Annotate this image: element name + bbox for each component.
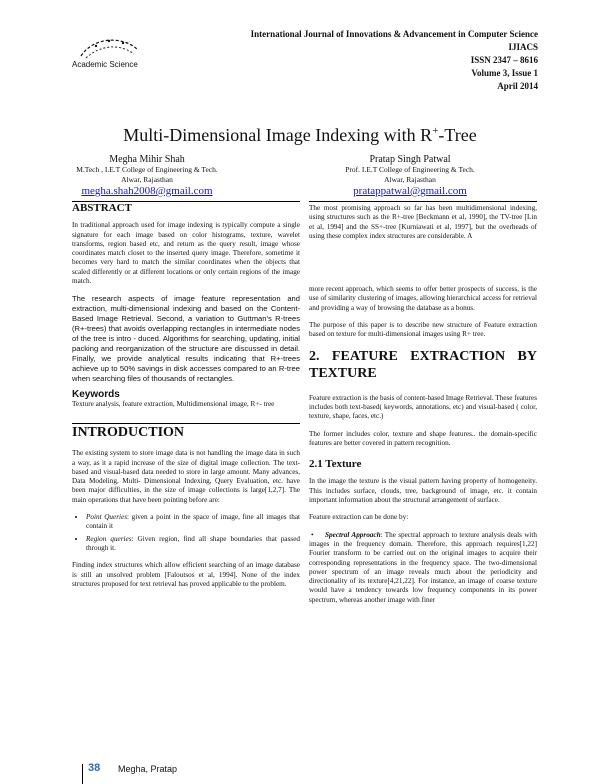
journal-issn: ISSN 2347 – 8616: [470, 55, 538, 65]
intro-paragraph: The existing system to store image data is not handling the image data in such a way, as it a rapid increase of the size of digital image collection. The text-based and visual-based data needed to store in large amount. Many advances, Data Modeling, Multi- Dimensional Indexing, Query Evaluation, etc. have been major difficulties, in the size of image collections is large[1,2,7]. The main operations that have been pointing before are:: [72, 449, 300, 504]
section-2-1-heading: 2.1 Texture: [309, 458, 362, 471]
introduction-heading: INTRODUCTION: [72, 424, 185, 440]
list-item: • Point Queries: given a point in the space of image, fine all images that contain it: [86, 513, 300, 532]
abstract-heading: ABSTRACT: [72, 202, 132, 214]
journal-date: April 2014: [497, 81, 538, 91]
page-number: 38: [88, 762, 101, 774]
body-paragraph: The former includes color, texture and shape features.. the domain-specific features are better covered in pattern recognition.: [309, 429, 537, 447]
author-right: [325, 154, 495, 197]
body-paragraph: more recent approach, which seems to offer better prospects of success, is the use of similarity clustering of images, allowing hierarchical access for retrieval and providing a way of browsing the database as a bonus.: [309, 285, 537, 312]
body-paragraph: Feature extraction is the basis of content-based Image Retrieval. These features includes both text-based( keywords, annotations, etc) and visual-based ( color, texture, shape, faces, etc.): [309, 393, 537, 421]
journal-header: [251, 28, 538, 93]
abstract-paragraph: In traditional approach used for image indexing is typically compute a single signature for each image based on color histograms, texture, wavelet transforms, region based etc, and return as the query result, image whose coordinates match closet to the inserted query image. Therefore, sometime it becomes very hard to match the similar coordinates when the objects that scaled differently or at different locations or only certain regions of the image match.: [72, 221, 300, 286]
author-affiliation: M.Tech , I.E.T College of Engineering & Tech.: [76, 165, 218, 174]
journal-name: International Journal of Innovations & Advancement in Computer Science: [250, 29, 538, 39]
journal-volume: Volume 3, Issue 1: [471, 68, 538, 78]
author-affiliation: Prof. I.E.T College of Engineering & Tech.: [345, 165, 475, 174]
author-email-link[interactable]: pratappatwal@gmail.com: [353, 185, 467, 197]
body-paragraph: The most promising approach so far has been multidimensional indexing, using structures such as the R+-tree [Beckmann et al, 1990], the TV-tree [Lin et al, 1994] and the SS+-tree [Kurniawati et al, 1997], but the overheads of using these complex index structures are considerable. A: [309, 204, 537, 240]
top-rule: [309, 201, 537, 202]
list-item: • Region queries: Given region, find all shape boundaries that passed through it.: [86, 535, 300, 554]
logo-text: Academic Science: [72, 60, 138, 69]
footer-authors: Megha, Pratap: [118, 764, 178, 774]
abstract-paragraph: The research aspects of image feature representation and extraction, multi-dimensional indexing and based on the Content-Based Image Retrieval. Second, a variation to Guttman's R-trees (R+-trees) that avoids overlapping rectangles in intermediate nodes of the tree is intro - duced. Algorithms for searching, updating, initial packing and reorganization of the structure are discussed in detail. Finally, we provide analytical results indicating that R+-trees achieve up to 50% savings in disk accesses compared to an R-tree when searching files of thousands of rectangles.: [72, 294, 300, 384]
academic-science-logo: [76, 34, 154, 78]
body-paragraph: The purpose of this paper is to describe new structure of Feature extraction based on texture for multi-dimensional images using R+ tree.: [309, 321, 537, 339]
keywords-heading: Keywords: [72, 389, 120, 401]
journal-abbr: IJIACS: [508, 42, 538, 52]
section-rule: [72, 423, 300, 424]
body-paragraph: In the image the texture is the visual pattern having property of homogeneity. This includes surface, clouds, tree, background of image, etc. it contain important information about the structural arrangement of surface.: [309, 477, 537, 505]
right-column: [309, 201, 537, 613]
author-location: Alwar, Rajasthan: [384, 175, 436, 184]
author-name: Pratap Singh Patwal: [369, 154, 451, 165]
keywords-text: Texture analysis, feature extraction, Multidimensional image, R+- tree: [72, 399, 275, 408]
author-left: [72, 154, 222, 197]
author-name: Megha Mihir Shah: [109, 154, 185, 165]
author-email-link[interactable]: megha.shah2008@gmail.com: [81, 185, 213, 197]
query-types-list: [72, 513, 300, 553]
footer-divider: [82, 764, 83, 784]
paper-title: Multi-Dimensional Image Indexing with R+-Tree: [123, 125, 477, 145]
intro-paragraph: Finding index structures which allow efficient searching of an image database is still an unsolved problem [Faloutsos et al, 1994]. None of the index structures proposed for text retrieval has proved applicable to the problem.: [72, 561, 300, 588]
section-2-heading: 2. FEATURE EXTRACTION BY TEXTURE: [309, 348, 537, 381]
left-column: [72, 201, 300, 597]
spectral-approach-paragraph: • Spectral Approach: The spectral approach to texture analysis deals with images in the frequency domain. Therefore, this approach requires[1,22] Fourier transform to be carried out on the original images to acquire their corresponding representations in the frequency space. The two-dimensional power spectrum of an image reveals much about the periodicity and directionality of its texture[4,21,22]. For instance, an image of coarse texture would have a tendency towards low frequency components in its power spectrum, whereas another image with finer: [309, 530, 537, 604]
author-location: Alwar, Rajasthan: [121, 175, 173, 184]
body-paragraph: Feature extraction can be done by:: [309, 513, 409, 522]
